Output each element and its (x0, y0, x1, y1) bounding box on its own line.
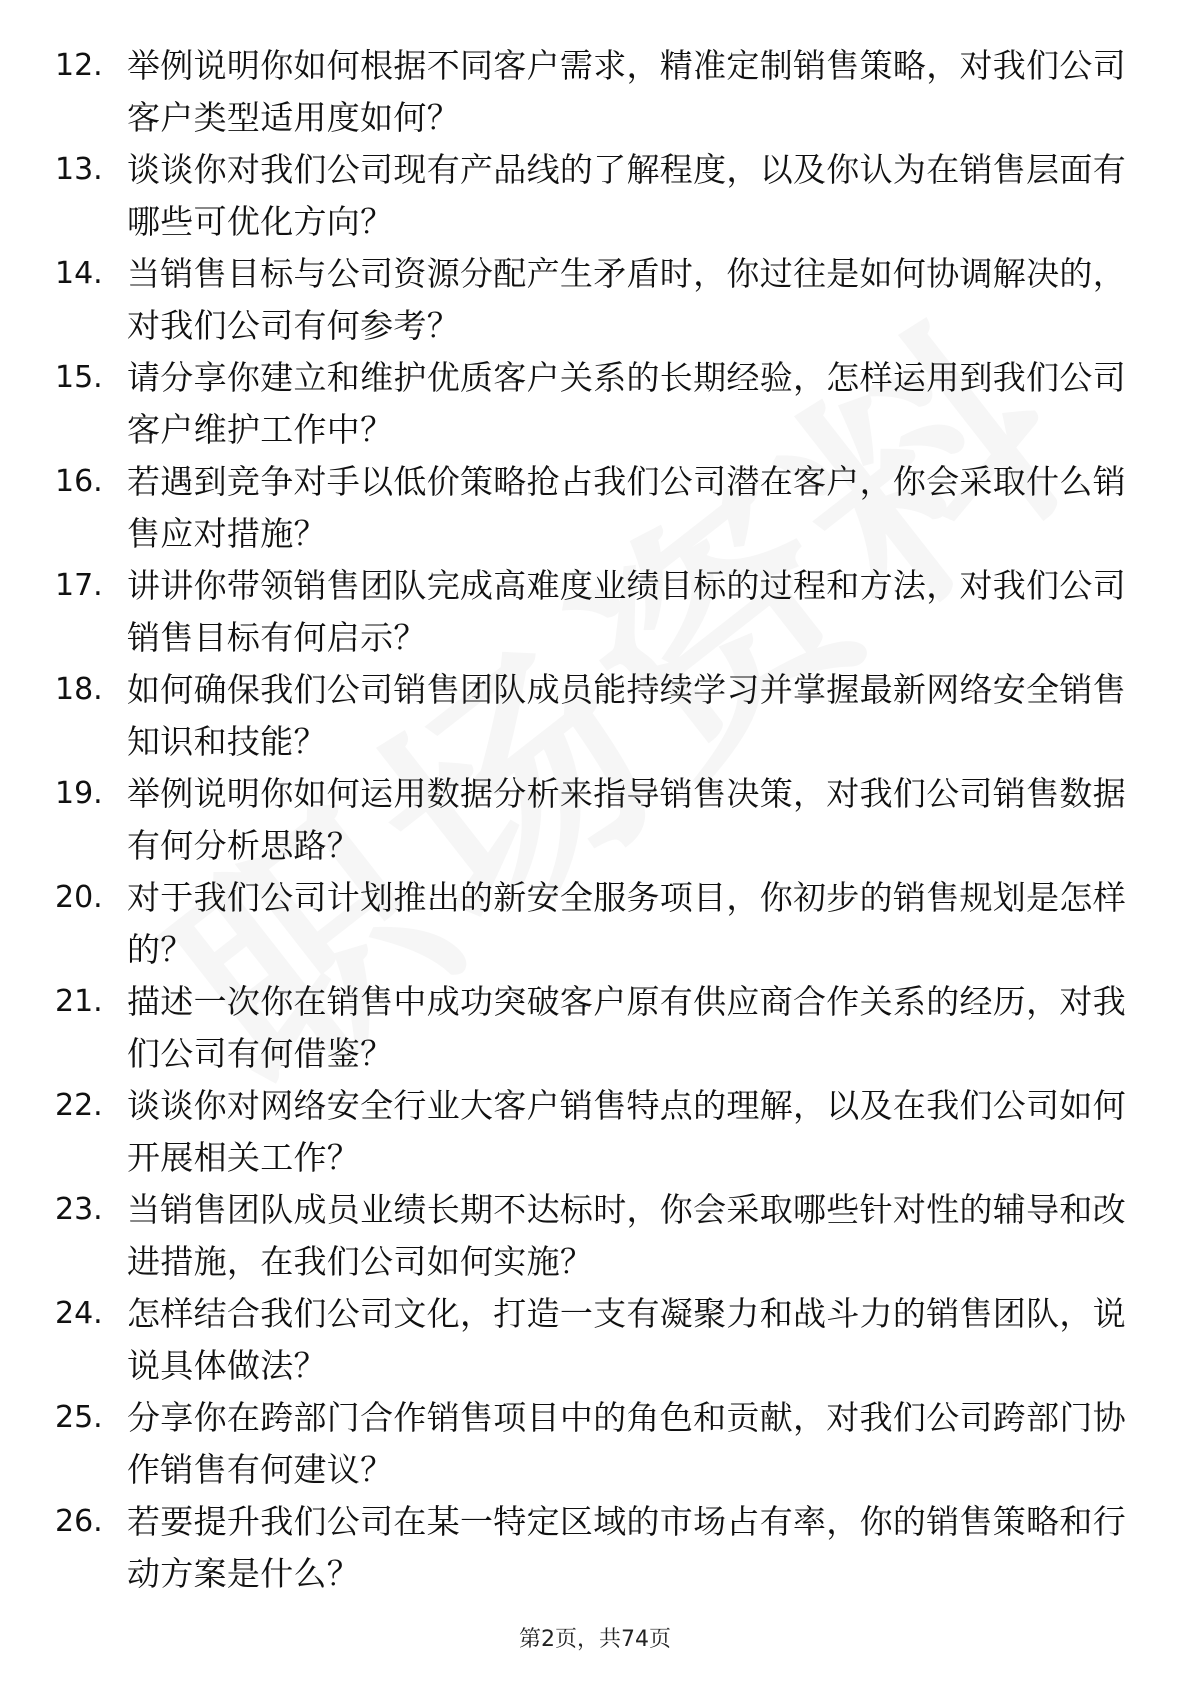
list-item (0, 144, 1190, 248)
question-number: 13. (55, 152, 103, 187)
list-item (0, 1080, 1190, 1184)
question-number: 12. (55, 48, 103, 83)
list-item (0, 1184, 1190, 1288)
question-number: 16. (55, 464, 103, 499)
list-item (0, 1392, 1190, 1496)
list-item (0, 456, 1190, 560)
list-item (0, 560, 1190, 664)
question-text: 谈谈你对我们公司现有产品线的了解程度，以及你认为在销售层面有哪些可优化方向？ (127, 150, 1126, 241)
list-item (0, 248, 1190, 352)
question-number: 21. (55, 984, 103, 1019)
question-number: 23. (55, 1192, 103, 1227)
question-text: 若遇到竞争对手以低价策略抢占我们公司潜在客户，你会采取什么销售应对措施？ (127, 462, 1126, 553)
list-item (0, 40, 1190, 144)
question-number: 15. (55, 360, 103, 395)
question-text: 讲讲你带领销售团队完成高难度业绩目标的过程和方法，对我们公司销售目标有何启示？ (127, 566, 1126, 657)
question-number: 26. (55, 1504, 103, 1539)
question-text: 对于我们公司计划推出的新安全服务项目，你初步的销售规划是怎样的？ (127, 878, 1126, 969)
list-item (0, 1288, 1190, 1392)
question-text: 请分享你建立和维护优质客户关系的长期经验，怎样运用到我们公司客户维护工作中？ (127, 358, 1126, 449)
question-number: 18. (55, 672, 103, 707)
question-text: 若要提升我们公司在某一特定区域的市场占有率，你的销售策略和行动方案是什么？ (127, 1502, 1126, 1593)
page-footer: 第2页，共74页 (519, 1627, 671, 1652)
question-text: 当销售团队成员业绩长期不达标时，你会采取哪些针对性的辅导和改进措施，在我们公司如何实施？ (127, 1190, 1126, 1281)
question-text: 分享你在跨部门合作销售项目中的角色和贡献，对我们公司跨部门协作销售有何建议？ (127, 1398, 1126, 1489)
question-number: 19. (55, 776, 103, 811)
question-number: 24. (55, 1296, 103, 1331)
question-text: 描述一次你在销售中成功突破客户原有供应商合作关系的经历，对我们公司有何借鉴？ (127, 982, 1126, 1073)
list-item (0, 352, 1190, 456)
question-list (0, 40, 1190, 1600)
list-item (0, 976, 1190, 1080)
list-item (0, 872, 1190, 976)
question-number: 17. (55, 568, 103, 603)
question-number: 14. (55, 256, 103, 291)
question-text: 当销售目标与公司资源分配产生矛盾时，你过往是如何协调解决的，对我们公司有何参考？ (127, 254, 1126, 345)
question-text: 举例说明你如何运用数据分析来指导销售决策，对我们公司销售数据有何分析思路？ (127, 774, 1126, 865)
question-number: 20. (55, 880, 103, 915)
list-item (0, 1496, 1190, 1600)
question-text: 如何确保我们公司销售团队成员能持续学习并掌握最新网络安全销售知识和技能？ (127, 670, 1126, 761)
question-text: 谈谈你对网络安全行业大客户销售特点的理解，以及在我们公司如何开展相关工作？ (127, 1086, 1126, 1177)
question-number: 22. (55, 1088, 103, 1123)
question-text: 举例说明你如何根据不同客户需求，精准定制销售策略，对我们公司客户类型适用度如何？ (127, 46, 1126, 137)
list-item (0, 664, 1190, 768)
list-item (0, 768, 1190, 872)
question-text: 怎样结合我们公司文化，打造一支有凝聚力和战斗力的销售团队，说说具体做法？ (127, 1294, 1126, 1385)
question-number: 25. (55, 1400, 103, 1435)
